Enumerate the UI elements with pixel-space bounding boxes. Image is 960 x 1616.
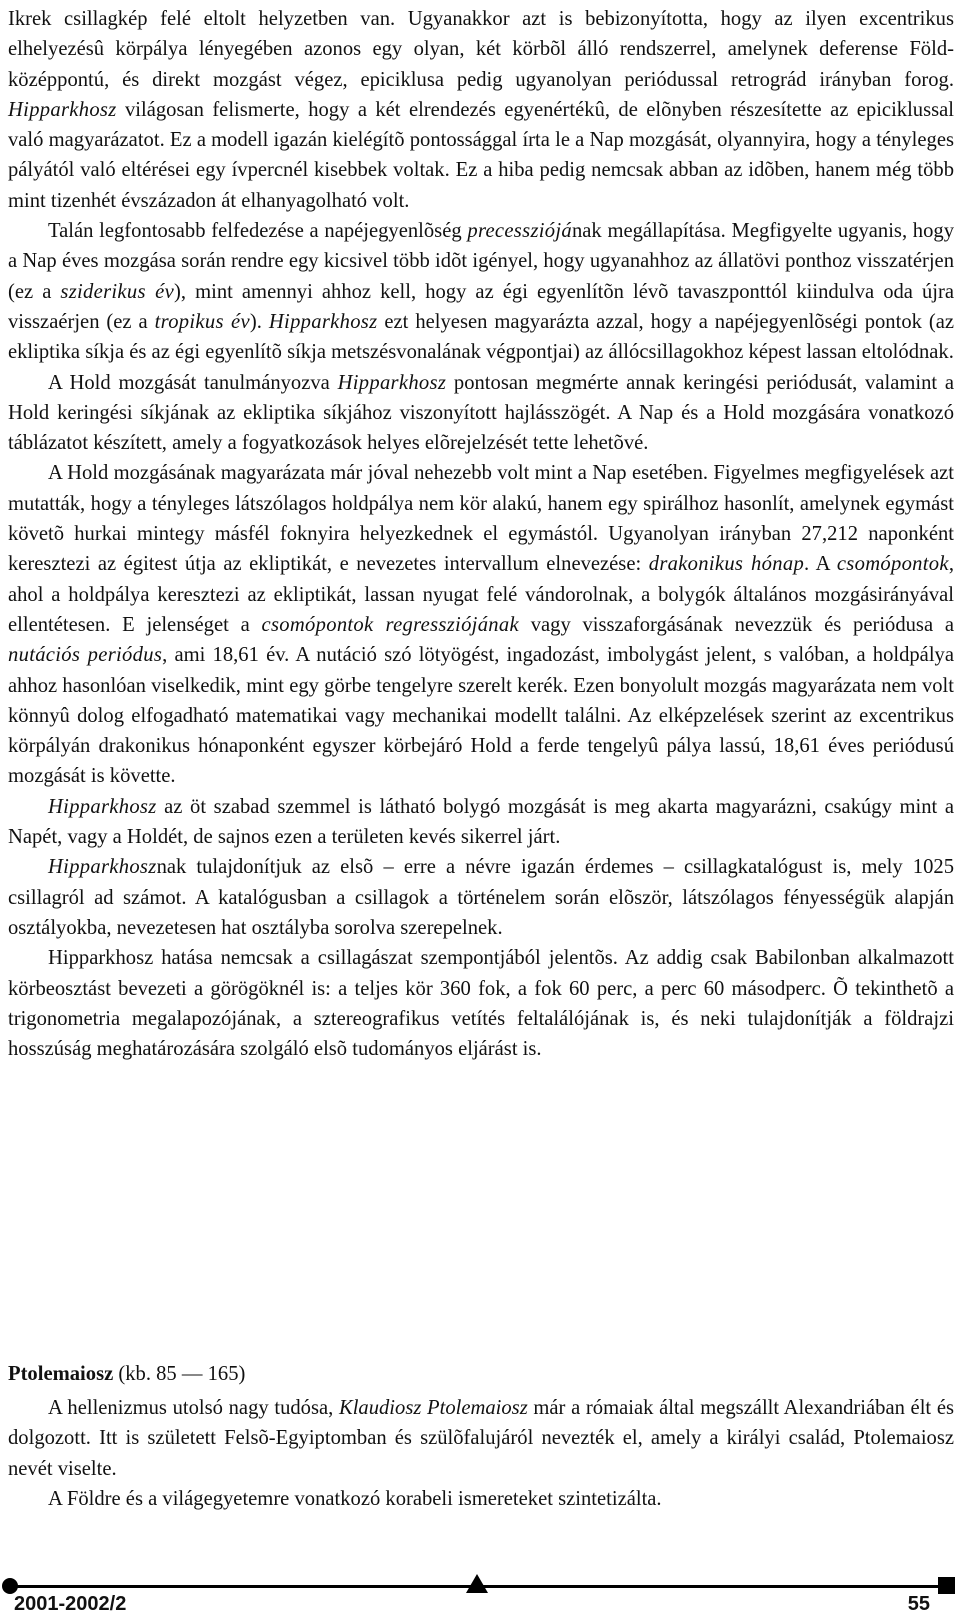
italic-term: Hipparkhosz bbox=[8, 98, 117, 121]
italic-term: drakonikus hónap bbox=[648, 553, 805, 576]
body-text bbox=[8, 4, 954, 1064]
text-run: pontosan megmérte annak keringési periódusát, valamint a Hold keringési síkjának az ekliptika síkjához viszonyított hajlásszögét. A Nap és a Hold mozgására vonatkozó táblázatot készített, amely a fogyatkozások helyes elõrejelzését tette lehetõvé. bbox=[8, 371, 954, 455]
section-title: Ptolemaiosz bbox=[8, 1363, 114, 1385]
text-run: ). bbox=[249, 310, 269, 333]
italic-term: csomópontok bbox=[836, 553, 949, 576]
text-run: A Hold mozgását tanulmányozva bbox=[48, 371, 338, 394]
text-run: nak tulajdonítjuk az elsõ – erre a névre igazán érdemes – csillagkatalógust is, mely 1025 csillagról ad számot. A katalógusban a csillagok a történelem során elõször, látszólagos fényességük alapján osztályokba, nevezetesen hat osztályba sorolva szerepelnek. bbox=[8, 856, 954, 939]
text-run: vagy visszaforgásának nevezzük és periódusa a bbox=[518, 613, 955, 636]
italic-term: nutációs periódus bbox=[8, 644, 163, 667]
text-run: ezt helyesen magyarázta azzal, hogy a napéjegyenlõségi pontok (az ekliptika síkja és az égi egyenlítõ síkja metszésvonalának végpontjai) az állócsillagokhoz képest lassan eltolódnak. bbox=[8, 310, 955, 364]
paragraph bbox=[8, 4, 954, 216]
section-heading bbox=[8, 1359, 245, 1389]
text-run: nak megállapítása. Megfigyelte ugyanis, hogy a Nap éves mozgása során rendre egy kicsivel több idõt igényel, hogy ugyanahhoz az állatövi ponthoz visszatérjen (ez a bbox=[8, 220, 954, 303]
text-run: ), mint amennyi ahhoz kell, hogy az égi egyenlítõn lévõ tavaszponttól kiindulva oda újra visszaérjen (ez a bbox=[8, 280, 955, 333]
text-run: , ahol a holdpálya keresztezi az ekliptikát, lassan nyugat felé vándorolnak, a bolygók általános mozgásirányával ellentétesen. E jelenséget a bbox=[8, 553, 954, 636]
paragraph bbox=[8, 216, 954, 367]
triangle-icon bbox=[466, 1574, 488, 1593]
italic-term: sziderikus év bbox=[60, 280, 175, 303]
text-run: . A bbox=[804, 553, 837, 576]
paragraph bbox=[8, 943, 954, 1064]
paragraph bbox=[8, 792, 954, 853]
text-run: az öt szabad szemmel is látható bolygó mozgását is meg akarta magyarázni, csakúgy mint a Napét, vagy a Holdét, de sajnos ezen a területen kevés sikerrel járt. bbox=[8, 795, 954, 849]
square-bullet-icon bbox=[938, 1577, 955, 1594]
text-run: Talán legfontosabb felfedezése a napéjegyenlõség bbox=[48, 220, 468, 243]
italic-term: Hipparkhosz bbox=[268, 310, 378, 333]
text-run: Hipparkhosz hatása nemcsak a csillagászat szempontjából jelentõs. Az addig csak Babilonban alkalmazott körbeosztást bevezeti a görögöknél is: a teljes kör 360 fok, a fok 60 perc, a perc 60 másodperc. Õ tekinthetõ a trigonometria megalapozójának, a sztereografikus vetítés feltalálójának is, és neki tulajdonítják a földrajzi hosszúság meghatározására szolgáló elsõ tudományos eljárást is. bbox=[8, 947, 954, 1061]
italic-term: Hipparkhosz bbox=[48, 856, 157, 879]
text-run: A Hold mozgásának magyarázata már jóval nehezebb volt mint a Nap esetében. Figyelmes megfigyelések azt mutatták, hogy a tényleges látszólagos holdpálya nem kör alakú, hanem egy spirálhoz hasonlít, amelynek egymást követõ hurkai mintegy másfél foknyira helyezkednek el egymástól. Ugyanolyan irányban 27,212 naponként keresztezi az égitest útja az ekliptikát, e nevezetes intervallum elnevezése: bbox=[8, 462, 954, 576]
page-number: 55 bbox=[907, 1593, 930, 1615]
italic-term: tropikus év bbox=[154, 310, 250, 333]
section-dates: (kb. 85 — 165) bbox=[113, 1363, 246, 1385]
text-run: , ami 18,61 év. A nutáció szó lötyögést, ingadozást, imbolygást jelent, s valóban, a holdpálya ahhoz hasonlóan viselkedik, mint egy görbe tengelyre szerelt kerék. Ezen bonyolult mozgás magyarázata nem volt könnyû dolog elfogadható matematikai vagy mechanikai modellt találni. Az elképzelések szerint az excentrikus körpályán drakonikus hónaponként egyszer körbejáró Hold a ferde tengelyû pálya lassú, 18,61 éves periódusú mozgását is követte. bbox=[8, 644, 954, 788]
italic-term: Hipparkhosz bbox=[337, 371, 447, 394]
paragraph bbox=[8, 852, 954, 943]
italic-term: precessziójá bbox=[467, 220, 572, 243]
italic-term: Hipparkhosz bbox=[48, 795, 157, 818]
paragraph bbox=[8, 458, 954, 791]
text-run: már a rómaiak által megszállt Alexandriában élt és dolgozott. Itt is született Felsõ-Egyiptomban és szülõfalujáról nevezték el, amely a királyi család, Ptolemaiosz nevét viselte. bbox=[8, 1397, 954, 1480]
italic-term: Klaudiosz Ptolemaiosz bbox=[338, 1397, 528, 1419]
paragraph bbox=[8, 368, 954, 459]
paragraph bbox=[8, 1393, 954, 1484]
section-body-text bbox=[8, 1393, 954, 1514]
text-run: Ikrek csillagkép felé eltolt helyzetben van. Ugyanakkor azt is bebizonyította, hogy az ilyen excentrikus elhelyezésû körpálya lényegében azonos egy olyan, két körbõl álló rendszerrel, amelynek deferense Föld-középpontú, és direkt mozgást végez, epiciklusa pedig ugyanolyan periódussal retrográd irányban forog. bbox=[8, 8, 954, 91]
text-run: világosan felismerte, hogy a két elrendezés egyenértékû, de elõnyben részesítette az epiciklussal való magyarázatot. Ez a modell igazán kielégítõ pontossággal írta le a Nap mozgását, olyannyira, hogy a tényleges pályától való eltérései egy ívpercnél kisebbek voltak. Ez a hiba pedig nemcsak abban az idõben, hanem még több mint tizenhét évszázadon át elhanyagolható volt. bbox=[8, 98, 954, 212]
paragraph bbox=[8, 1484, 954, 1514]
italic-term: csomópontok regressziójának bbox=[261, 613, 519, 636]
text-run: A Földre és a világegyetemre vonatkozó korabeli ismereteket szintetizálta. bbox=[48, 1487, 662, 1510]
issue-label: 2001-2002/2 bbox=[14, 1593, 127, 1615]
text-run: A hellenizmus utolsó nagy tudósa, bbox=[48, 1397, 339, 1419]
